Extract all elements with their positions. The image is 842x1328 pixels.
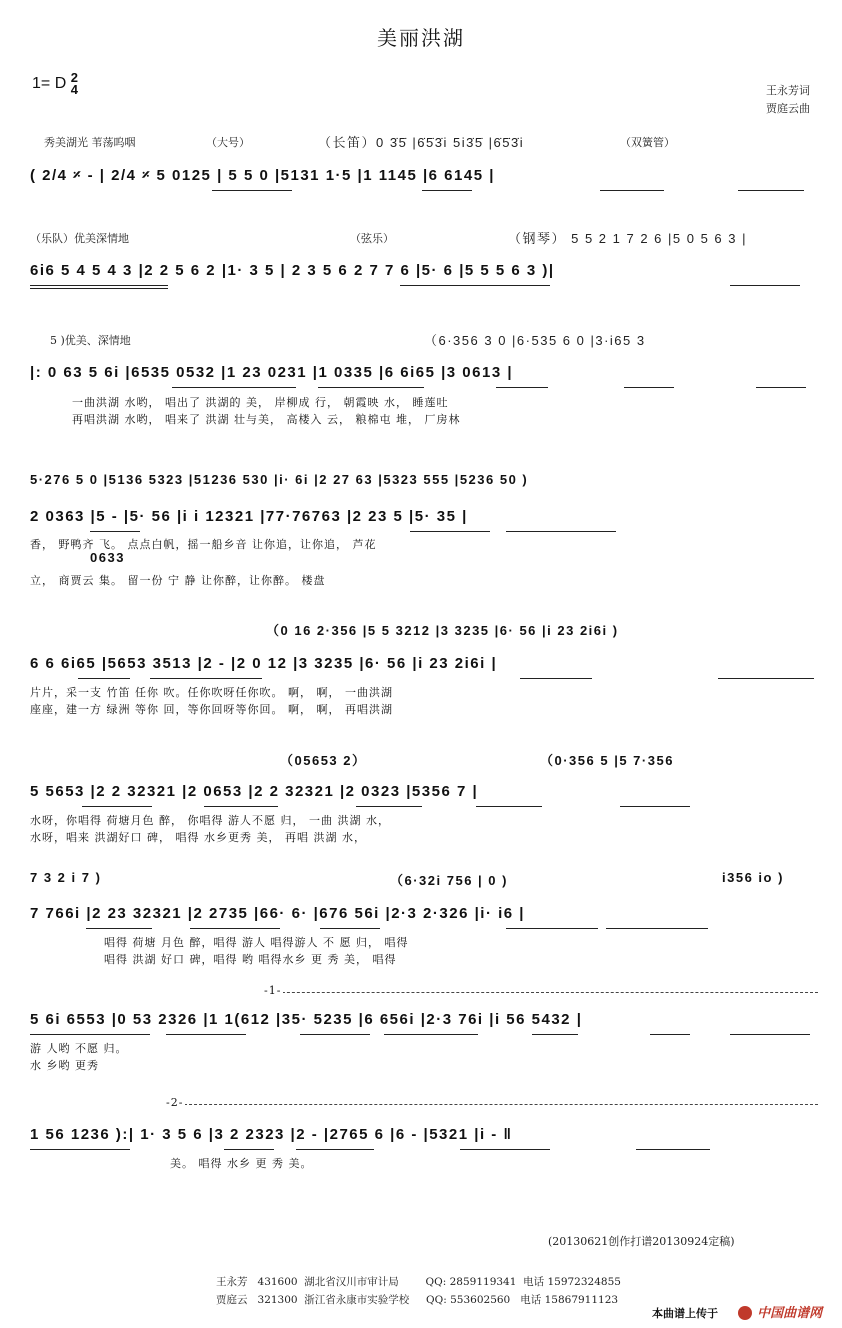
- time-signature: [71, 72, 78, 96]
- annotation: 5·276 5 0 |5136 5323 |51236 530 |i· 6i |2 27 63 |5323 555 |5236 50 ): [30, 472, 529, 487]
- ending-2-label: -2-: [166, 1096, 184, 1109]
- lyrics-verse-2: 立， 商贾云 集。 留一份 宁 静 让你醉，让你醉。 楼盘: [30, 574, 326, 587]
- page-title: 美丽洪湖: [377, 26, 465, 50]
- lyrics-verse-1: 一曲洪湖 水哟， 唱出了 洪湖的 美， 岸柳成 行， 朝霞映 水， 睡莲吐: [72, 396, 449, 409]
- contact-row: [216, 1274, 621, 1289]
- site-logo[interactable]: [738, 1302, 822, 1321]
- contact-address: 湖北省汉川市审计局: [304, 1276, 399, 1288]
- notation-line: 2 0363 |5 - |5· 56 |i i 12321 |77·76763 |2 23 5 |5· 35 |: [30, 508, 468, 525]
- notation-line: ( 2/4 𝄎 - | 2/4 𝄎 5 0125 | 5 5 0 |5131 1·5 |1 1145 |6 6145 |: [30, 167, 495, 184]
- alt-notes: 0633: [90, 550, 125, 565]
- lyrics-verse-2: 座座，建一方 绿洲 等你 回，等你回呀等你回。 啊， 啊， 再唱洪湖: [30, 703, 393, 716]
- logo-text: 中国曲谱网: [757, 1305, 823, 1320]
- annotation: （05653 2）: [280, 753, 367, 768]
- annotation: （0 16 2·356 |5 5 3212 |3 3235 |6· 56 |i 23 2i6i ): [266, 623, 619, 638]
- lyrics-verse-2: 水 乡哟 更秀: [30, 1059, 99, 1072]
- annotation: （乐队）优美深情地: [30, 232, 129, 245]
- annotation: 7 3 2 i 7 ): [30, 870, 102, 885]
- contact-qq: 553602560: [450, 1294, 511, 1306]
- lyrics-verse-1: 水呀，你唱得 荷塘月色 醉， 你唱得 游人不愿 归， 一曲 洪湖 水，: [30, 814, 390, 827]
- date-note: (20130621创作打谱20130924定稿): [548, 1235, 735, 1248]
- annotation: （双簧管）: [620, 136, 675, 149]
- contact-row: [216, 1292, 618, 1307]
- lyrics-verse-1: 美。 唱得 水乡 更 秀 美。: [170, 1157, 313, 1170]
- logo-icon: [738, 1306, 752, 1320]
- contact-tel: 15867911123: [544, 1294, 619, 1306]
- annotation: （6·356 3 0 |6·535 6 0 |3·i65 3: [424, 333, 646, 348]
- lyrics-verse-1: 唱得 荷塘 月色 醉，唱得 游人 唱得游人 不 愿 归， 唱得: [104, 936, 409, 949]
- upload-text: 本曲谱上传于: [652, 1308, 718, 1320]
- contact-zip: 321300: [257, 1294, 298, 1306]
- tel-label: 电话: [523, 1276, 545, 1288]
- contact-zip: 431600: [257, 1276, 298, 1288]
- contact-tel: 15972324855: [547, 1276, 621, 1288]
- annotation: 5 )优美、深情地: [50, 334, 131, 347]
- lyrics-verse-1: 游 人哟 不愿 归。: [30, 1042, 128, 1055]
- contact-qq: 2859119341: [449, 1276, 517, 1288]
- lyrics-verse-2: 再唱洪湖 水哟， 唱来了 洪湖 壮与美， 高楼入 云， 粮棉屯 堆， 厂房林: [72, 413, 461, 426]
- lyrics-verse-2: 水呀，唱来 洪湖好口 碑， 唱得 水乡更秀 美， 再唱 洪湖 水，: [30, 831, 366, 844]
- ending-1-label: -1-: [264, 984, 282, 997]
- lyricist-credit: 王永芳词: [766, 84, 810, 97]
- composer-credit: 贾庭云曲: [766, 102, 810, 115]
- lyrics-verse-1: 香， 野鸭齐 飞。 点点白帆，摇一船乡音 让你追，让你追， 芦花: [30, 538, 377, 551]
- tel-label: 电话: [520, 1294, 542, 1306]
- annotation: （弦乐）: [350, 232, 394, 245]
- notation-line: 5 6i 6553 |0 53 2326 |1 1(612 |35· 5235 |6 656i |2·3 76i |i 56 5432 |: [30, 1011, 583, 1028]
- notation-line: 6 6 6i65 |5653 3513 |2 - |2 0 12 |3 3235 |6· 56 |i 23 2i6i |: [30, 655, 498, 672]
- time-sig-bottom: 4: [70, 82, 78, 97]
- contact-name: 贾庭云: [216, 1294, 248, 1306]
- annotation: i356 io ): [722, 870, 784, 885]
- lyrics-verse-1: 片片，采一支 竹笛 任你 吹。任你吹呀任你吹。 啊， 啊， 一曲洪湖: [30, 686, 393, 699]
- lyrics-verse-2: 唱得 洪湖 好口 碑，唱得 哟 唱得水乡 更 秀 美， 唱得: [104, 953, 397, 966]
- key-text: 1= D: [32, 75, 67, 93]
- notation-line: |: 0 63 5 6i |6535 0532 |1 23 0231 |1 0335 |6 6i65 |3 0613 |: [30, 364, 514, 381]
- notation-line: 7 766i |2 23 32321 |2 2735 |66· 6· |676 56i |2·3 2·326 |i· i6 |: [30, 905, 525, 922]
- notation-line: 6i6 5 4 5 4 3 |2 2 5 6 2 |1· 3 5 | 2 3 5 6 2 7 7 6 |5· 6 |5 5 5 6 3 )|: [30, 262, 555, 279]
- annotation: （长笛）0 3̇5̇ |6̇5̇3̇i 5i3̇5̇ |6̇5̇3̇i: [318, 135, 525, 150]
- notation-line: 5 5653 |2 2 32321 |2 0653 |2 2 32321 |2 0323 |5356 7 |: [30, 783, 479, 800]
- annotation: （大号）: [206, 136, 250, 149]
- notation-line: 1 56 1236 ):| 1· 3 5 6 |3 2 2323 |2 - |2765 6 |6 - |5321 |i - ‖: [30, 1126, 513, 1143]
- qq-label: QQ:: [425, 1276, 447, 1288]
- time-sig-top: 2: [70, 70, 78, 85]
- annotation: 秀美湖光 苇荡呜咽: [44, 136, 136, 149]
- key-signature: [32, 72, 78, 96]
- annotation: （6·32i 756 | 0 ): [390, 873, 508, 888]
- annotation: （0·356 5 |5 7·356: [540, 753, 674, 768]
- annotation: （钢琴） 5 5 2 1 7 2 6 |5 0 5 6 3 |: [508, 231, 747, 246]
- contact-name: 王永芳: [216, 1276, 248, 1288]
- contact-address: 浙江省永康市实验学校: [304, 1294, 410, 1306]
- qq-label: QQ:: [426, 1294, 447, 1306]
